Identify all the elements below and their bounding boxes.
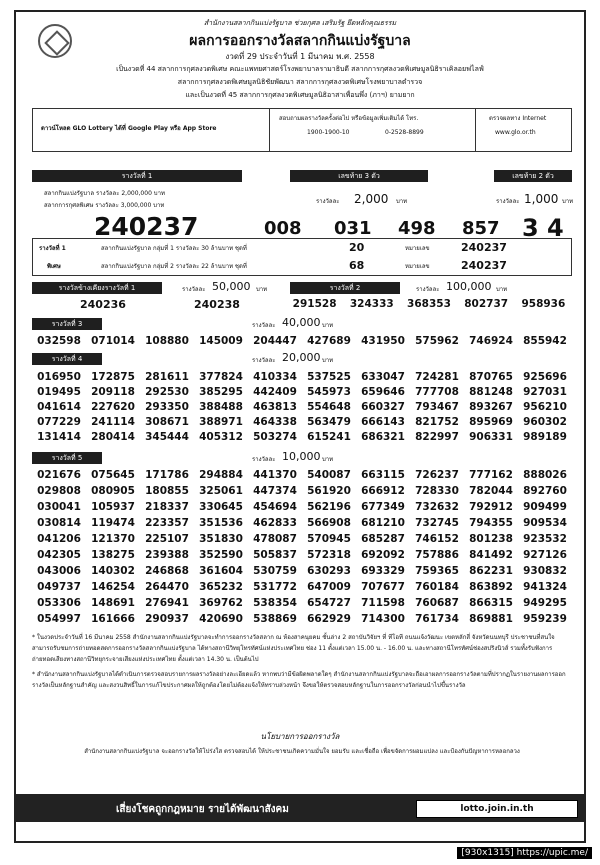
last2-amount: 1,000 <box>524 192 559 206</box>
prize4-number: 659646 <box>361 385 405 398</box>
prize5-number: 325061 <box>199 485 243 497</box>
prize4-number: 503274 <box>253 430 297 443</box>
prize5-number: 759365 <box>415 565 459 577</box>
prize5-number: 171786 <box>145 469 189 481</box>
prize5-number: 080905 <box>91 485 135 497</box>
note-2: * สำนักงานสลากกินแบ่งรัฐบาลได้ดำเนินการตรวจสอบรายการผลรางวัลอย่างละเอียดแล้ว หากพบว่ามีข้อผิดพลาดใดๆ สำนักงานสลากกินแบ่งรัฐบาลจะถือเอาผลการออกรางวัลตามที่ปรากฏในรายงานผลการออกรางวัลเป็นหลักฐานสำคัญ และสงวนสิทธิ์ในการแก้ไขประกาศผลให้ถูกต้องโดยไม่ต้องแจ้งให้ทราบล่วงหน้า จึงขอให้ตรวจสอบหลักฐานในการออกรางวัลก่อนนำไปขึ้นรางวัล <box>32 671 566 689</box>
prize4-number: 209118 <box>91 385 135 398</box>
near1-label: รางวัลข้างเคียงรางวัลที่ 1 <box>32 282 162 294</box>
prize4-number: 019495 <box>37 385 81 398</box>
prize5-number: 351536 <box>199 517 243 529</box>
prize5-number: 654727 <box>307 597 351 609</box>
prize5-number: 841492 <box>469 549 513 561</box>
prize4-number: 405312 <box>199 430 243 443</box>
prize5-number: 538869 <box>253 613 297 625</box>
prize5-number: 630293 <box>307 565 351 577</box>
prize5-number: 441370 <box>253 469 297 481</box>
draw-date: งวดที่ 29 ประจำวันที่ 1 มีนาคม พ.ศ. 2558 <box>225 52 375 61</box>
prize4-unit: บาท <box>322 357 334 364</box>
prize2-amount-pre: รางวัลละ <box>416 286 440 293</box>
prize5-number: 863892 <box>469 581 513 593</box>
prize5-number: 264470 <box>145 581 189 593</box>
prize5-number: 447374 <box>253 485 297 497</box>
prize5-number: 572318 <box>307 549 351 561</box>
prize5-number: 054997 <box>37 613 81 625</box>
prize5-number: 726237 <box>415 469 459 481</box>
prize4-number: 563479 <box>307 415 351 428</box>
prize4-number: 410334 <box>253 370 297 383</box>
prize5-number: 042305 <box>37 549 81 561</box>
notes-block <box>32 632 572 691</box>
prize4-number: 822997 <box>415 430 459 443</box>
prize3-number: 431950 <box>361 334 405 347</box>
prize3-number: 145009 <box>199 334 243 347</box>
prize5-number: 728330 <box>415 485 459 497</box>
policy-heading: นโยบายการออกรางวัล <box>260 732 340 741</box>
prize1-number: 240237 <box>94 212 199 241</box>
prize4-number: 131414 <box>37 430 81 443</box>
prize5-number: 223357 <box>145 517 189 529</box>
special-row2-text: สลากกินแบ่งรัฐบาล กลุ่มที่ 2 รางวัลละ 22 ล้านบาท ชุดที่ <box>101 263 247 270</box>
prize5-number: 105937 <box>91 501 135 513</box>
prize5-number: 923532 <box>523 533 567 545</box>
prize4-number: 870765 <box>469 370 513 383</box>
prize5-number: 707677 <box>361 581 405 593</box>
prize5-number: 663115 <box>361 469 405 481</box>
prize5-number: 462833 <box>253 517 297 529</box>
prize5-number: 075645 <box>91 469 135 481</box>
prize4-number: 041614 <box>37 400 81 413</box>
prize5-number: 276941 <box>145 597 189 609</box>
front3-number-4: 857 <box>462 218 500 239</box>
prize4-number: 293350 <box>145 400 189 413</box>
prize4-number: 989189 <box>523 430 567 443</box>
special-row1-number: 240237 <box>461 241 507 254</box>
watermark: [930x1315] https://upic.me/ <box>457 847 592 859</box>
prize5-number: 714300 <box>361 613 405 625</box>
prize4-number: 724281 <box>415 370 459 383</box>
front3-label: เลขท้าย 3 ตัว <box>290 170 428 182</box>
prize5-number: 041206 <box>37 533 81 545</box>
front3-amount-pre: รางวัลละ <box>316 198 340 205</box>
prize2-number: 291528 <box>292 297 337 310</box>
prize3-label: รางวัลที่ 3 <box>32 318 102 330</box>
special-prize-box <box>32 238 572 276</box>
note-1: * ในงวดประจำวันที่ 16 มีนาคม 2558 สำนักงานสลากกินแบ่งรัฐบาลจะทำการออกรางวัลสลาก ณ ห้องสาคนุยคม ชั้นล่าง 2 สถาบันวิจัยฯ ที่ ทีโอที ถนนแจ้งวัฒนะ เขตหลักสี่ จังหวัดนนทบุรี ประชาชนที่สนใจสามารถรับชมการถ่ายทอดสดการออกรางวัลสลากกินแบ่งรัฐบาล ได้ทางสถานีวิทยุโทรทัศน์แห่งประเทศไทย ช่อง 11 ตั้งแต่เวลา 15.00 น. - 16.00 น. และทางสถานีโทรทัศน์ช่องสปริงนิวส์ รวมทั้งรับฟังการถ่ายทอดเสียงทางสถานีวิทยุกระจายเสียงแห่งประเทศไทย ตั้งแต่เวลา 14.30 น. เป็นต้นไป <box>32 634 555 663</box>
prize3-number: 575962 <box>415 334 459 347</box>
front3-unit: บาท <box>396 198 408 205</box>
prize5-number: 330645 <box>199 501 243 513</box>
special-row1-set: 20 <box>349 241 365 254</box>
prize3-number: 746924 <box>469 334 513 347</box>
prize4-number: 960302 <box>523 415 567 428</box>
prize4-number: 686321 <box>361 430 405 443</box>
prize5-table <box>32 467 572 627</box>
prize5-number: 792912 <box>469 501 513 513</box>
prize1-label: รางวัลที่ 1 <box>32 170 242 182</box>
prize5-number: 180855 <box>145 485 189 497</box>
prize5-number: 218337 <box>145 501 189 513</box>
prize4-number: 345444 <box>145 430 189 443</box>
policy-text: สำนักงานสลากกินแบ่งรัฐบาล จะออกรางวัลให้โปร่งใส ตรวจสอบได้ ให้ประชาชนเกิดความมั่นใจ ยอมรับ และเชื่อถือ เพื่อขจัดการผอมแปลง และป้องกันปัญหาการหลอกลวง <box>84 748 520 755</box>
prize5-number: 538354 <box>253 597 297 609</box>
front3-number-3: 498 <box>398 218 436 239</box>
prize4-amount: 20,000 <box>282 351 321 364</box>
front3-number-2: 031 <box>334 218 372 239</box>
prize5-number: 043006 <box>37 565 81 577</box>
prize4-number: 537525 <box>307 370 351 383</box>
prize5-number: 959239 <box>523 613 567 625</box>
prize5-amount-pre: รางวัลละ <box>252 456 276 463</box>
prize4-number: 385295 <box>199 385 243 398</box>
info-row <box>32 108 572 152</box>
special-label-1: รางวัลที่ 1 <box>39 245 66 252</box>
prize4-number: 906331 <box>469 430 513 443</box>
internet-url: www.glo.or.th <box>495 129 536 136</box>
prize2-amount: 100,000 <box>446 280 492 293</box>
prize2-label: รางวัลที่ 2 <box>290 282 400 294</box>
prize5-number: 053306 <box>37 597 81 609</box>
prize5-number: 531772 <box>253 581 297 593</box>
near1-amount-pre: รางวัลละ <box>182 286 206 293</box>
prize2-number: 368353 <box>407 297 451 310</box>
prize4-number: 077229 <box>37 415 81 428</box>
prize5-number: 760184 <box>415 581 459 593</box>
prize4-number: 660327 <box>361 400 405 413</box>
prize4-amount-pre: รางวัลละ <box>252 357 276 364</box>
prize5-number: 138275 <box>91 549 135 561</box>
prize5-number: 801238 <box>469 533 513 545</box>
prize5-number: 021676 <box>37 469 81 481</box>
footer-slogan: เสี่ยงโชคถูกกฎหมาย รายได้พัฒนาสังคม <box>116 804 289 815</box>
prize5-number: 746152 <box>415 533 459 545</box>
prize1-amount-line1: สลากกินแบ่งรัฐบาล รางวัลละ 2,000,000 บาท <box>44 190 165 197</box>
prize4-table <box>32 369 572 444</box>
prize5-number: 941324 <box>523 581 567 593</box>
prize5-number: 561920 <box>307 485 351 497</box>
prize5-number: 685287 <box>361 533 405 545</box>
download-text: ดาวน์โหลด GLO Lottery ได้ที่ Google Play หรือ App Store <box>41 125 217 132</box>
prize5-number: 121370 <box>91 533 135 545</box>
prize5-number: 927126 <box>523 549 567 561</box>
lottery-result-sheet <box>14 10 586 843</box>
prize5-number: 909499 <box>523 501 567 513</box>
charity-line-3: และเป็นงวดที่ 45 สลากการกุศลงวดพิเศษมูลนิธิอาสาเพื่อนพึ่ง (ภาฯ) ยามยาก <box>185 91 415 99</box>
prize4-number: 464338 <box>253 415 297 428</box>
prize5-number: 369762 <box>199 597 243 609</box>
prize4-number: 308671 <box>145 415 189 428</box>
prize5-number: 666912 <box>361 485 405 497</box>
prize5-number: 909534 <box>523 517 567 529</box>
prize5-number: 677349 <box>361 501 405 513</box>
prize4-number: 388971 <box>199 415 243 428</box>
front3-number-1: 008 <box>264 218 302 239</box>
prize5-number: 757886 <box>415 549 459 561</box>
prize4-number: 956210 <box>523 400 567 413</box>
prize4-number: 292530 <box>145 385 189 398</box>
special-row2-number: 240237 <box>461 259 507 272</box>
prize3-number: 071014 <box>91 334 135 347</box>
prize5-number: 892760 <box>523 485 567 497</box>
prize4-number: 388488 <box>199 400 243 413</box>
prize3-number: 108880 <box>145 334 189 347</box>
prize5-number: 949295 <box>523 597 567 609</box>
last2-unit: บาท <box>562 198 574 205</box>
near1-amount: 50,000 <box>212 280 251 293</box>
prize5-number: 029808 <box>37 485 81 497</box>
special-row2-set: 68 <box>349 259 365 272</box>
prize5-number: 146254 <box>91 581 135 593</box>
prize2-number: 802737 <box>464 297 509 310</box>
prize4-number: 633047 <box>361 370 405 383</box>
prize5-number: 562196 <box>307 501 351 513</box>
near1-number-2: 240238 <box>194 298 240 311</box>
prize5-number: 049737 <box>37 581 81 593</box>
special-row1-text: สลากกินแบ่งรัฐบาล กลุ่มที่ 1 รางวัลละ 30 ล้านบาท ชุดที่ <box>101 245 247 252</box>
prize5-number: 239388 <box>145 549 189 561</box>
prize4-number: 377824 <box>199 370 243 383</box>
prize5-number: 246868 <box>145 565 189 577</box>
prize3-number: 204447 <box>253 334 297 347</box>
prize5-number: 540087 <box>307 469 351 481</box>
prize5-number: 290937 <box>145 613 189 625</box>
prize5-number: 119474 <box>91 517 135 529</box>
near1-number-1: 240236 <box>80 298 126 311</box>
prize4-number: 666143 <box>361 415 405 428</box>
prize4-number: 777708 <box>415 385 459 398</box>
prize5-number: 732745 <box>415 517 459 529</box>
prize5-number: 777162 <box>469 469 513 481</box>
prize4-number: 545973 <box>307 385 351 398</box>
prize5-number: 161666 <box>91 613 135 625</box>
prize5-number: 294884 <box>199 469 243 481</box>
prize2-number: 324333 <box>349 297 394 310</box>
prize4-label: รางวัลที่ 4 <box>32 353 102 365</box>
prize3-table <box>32 333 572 348</box>
prize4-number: 925696 <box>523 370 567 383</box>
prize5-number: 505837 <box>253 549 297 561</box>
prize4-number: 227620 <box>91 400 135 413</box>
prize2-number: 958936 <box>521 297 566 310</box>
page-title: ผลการออกรางวัลสลากกินแบ่งรัฐบาล <box>189 33 411 49</box>
prize5-number: 681210 <box>361 517 405 529</box>
prize5-number: 140302 <box>91 565 135 577</box>
prize4-number: 172875 <box>91 370 135 383</box>
prize5-number: 782044 <box>469 485 513 497</box>
footer-website[interactable]: lotto.join.in.th <box>416 800 578 818</box>
prize5-number: 365232 <box>199 581 243 593</box>
charity-line-2: สลากการกุศลงวดพิเศษมูลนิธิชัยพัฒนา สลากการกุศลงวดพิเศษโรงพยาบาลตำรวจ <box>177 78 423 86</box>
prize5-number: 530759 <box>253 565 297 577</box>
front3-amount: 2,000 <box>354 192 389 206</box>
phone-label: สอบถามผลรางวัลครั้งต่อไป หรือข้อมูลเพิ่มเติมได้ โทร. <box>279 115 419 122</box>
prize4-number: 881248 <box>469 385 513 398</box>
prize5-number: 566908 <box>307 517 351 529</box>
prize4-number: 463813 <box>253 400 297 413</box>
prize4-number: 241114 <box>91 415 135 428</box>
prize5-number: 030814 <box>37 517 81 529</box>
prize5-number: 454694 <box>253 501 297 513</box>
prize5-number: 732632 <box>415 501 459 513</box>
prize4-number: 281611 <box>145 370 189 383</box>
prize5-number: 647009 <box>307 581 351 593</box>
prize3-number: 427689 <box>307 334 351 347</box>
prize3-number: 855942 <box>523 334 567 347</box>
prize5-number: 888026 <box>523 469 567 481</box>
prize5-amount: 10,000 <box>282 450 321 463</box>
prize5-number: 225107 <box>145 533 189 545</box>
prize4-number: 895969 <box>469 415 513 428</box>
phone-1: 1900-1900-10 <box>307 129 350 136</box>
prize5-number: 570945 <box>307 533 351 545</box>
prize5-number: 869881 <box>469 613 513 625</box>
special-row2-numlabel: หมายเลข <box>405 263 430 270</box>
prize1-amount-line2: สลากการกุศลพิเศษ รางวัลละ 3,000,000 บาท <box>44 202 165 209</box>
last2-amount-pre: รางวัลละ <box>496 198 520 205</box>
prize5-number: 361604 <box>199 565 243 577</box>
near1-unit: บาท <box>256 286 268 293</box>
prize4-number: 280414 <box>91 430 135 443</box>
prize4-number: 016950 <box>37 370 81 383</box>
last2-label: เลขท้าย 2 ตัว <box>494 170 572 182</box>
prize3-amount-pre: รางวัลละ <box>252 322 276 329</box>
prize5-number: 761734 <box>415 613 459 625</box>
prize5-number: 352590 <box>199 549 243 561</box>
special-row1-numlabel: หมายเลข <box>405 245 430 252</box>
prize5-number: 693329 <box>361 565 405 577</box>
prize3-amount: 40,000 <box>282 316 321 329</box>
internet-label: ตรวจผลทาง Internet <box>489 115 547 122</box>
prize5-number: 030041 <box>37 501 81 513</box>
prize4-number: 821752 <box>415 415 459 428</box>
prize2-unit: บาท <box>496 286 508 293</box>
prize3-unit: บาท <box>322 322 334 329</box>
prize2-table <box>286 296 572 311</box>
prize5-number: 478087 <box>253 533 297 545</box>
prize5-number: 760687 <box>415 597 459 609</box>
prize5-number: 866315 <box>469 597 513 609</box>
prize5-number: 711598 <box>361 597 405 609</box>
charity-line-1: เป็นงวดที่ 44 สลากการกุศลงวดพิเศษ คณะแพทยศาสตร์โรงพยาบาลรามาธิบดี สลากการกุศลงวดพิเศษมูลนิธิราเคิลอยฟไลฟ์ <box>116 65 484 73</box>
prize5-number: 148691 <box>91 597 135 609</box>
prize5-number: 420690 <box>199 613 243 625</box>
last2-number: 3 4 <box>522 214 564 242</box>
prize5-number: 662929 <box>307 613 351 625</box>
header-slogan: สำนักงานสลากกินแบ่งรัฐบาล ช่วยกุศล เสริมรัฐ ยึดหลักคุณธรรม <box>203 19 397 27</box>
prize5-number: 794355 <box>469 517 513 529</box>
prize4-number: 893267 <box>469 400 513 413</box>
prize4-number: 442409 <box>253 385 297 398</box>
special-label-2: พิเศษ <box>47 263 61 270</box>
prize4-number: 927031 <box>523 385 567 398</box>
prize5-number: 930832 <box>523 565 567 577</box>
prize5-number: 351830 <box>199 533 243 545</box>
prize4-number: 793467 <box>415 400 459 413</box>
prize4-number: 554648 <box>307 400 351 413</box>
prize3-number: 032598 <box>37 334 81 347</box>
phone-2: 0-2528-8899 <box>385 129 424 136</box>
prize5-number: 862231 <box>469 565 513 577</box>
prize5-number: 692092 <box>361 549 405 561</box>
prize5-unit: บาท <box>322 456 334 463</box>
prize5-label: รางวัลที่ 5 <box>32 452 102 464</box>
prize4-number: 615241 <box>307 430 351 443</box>
